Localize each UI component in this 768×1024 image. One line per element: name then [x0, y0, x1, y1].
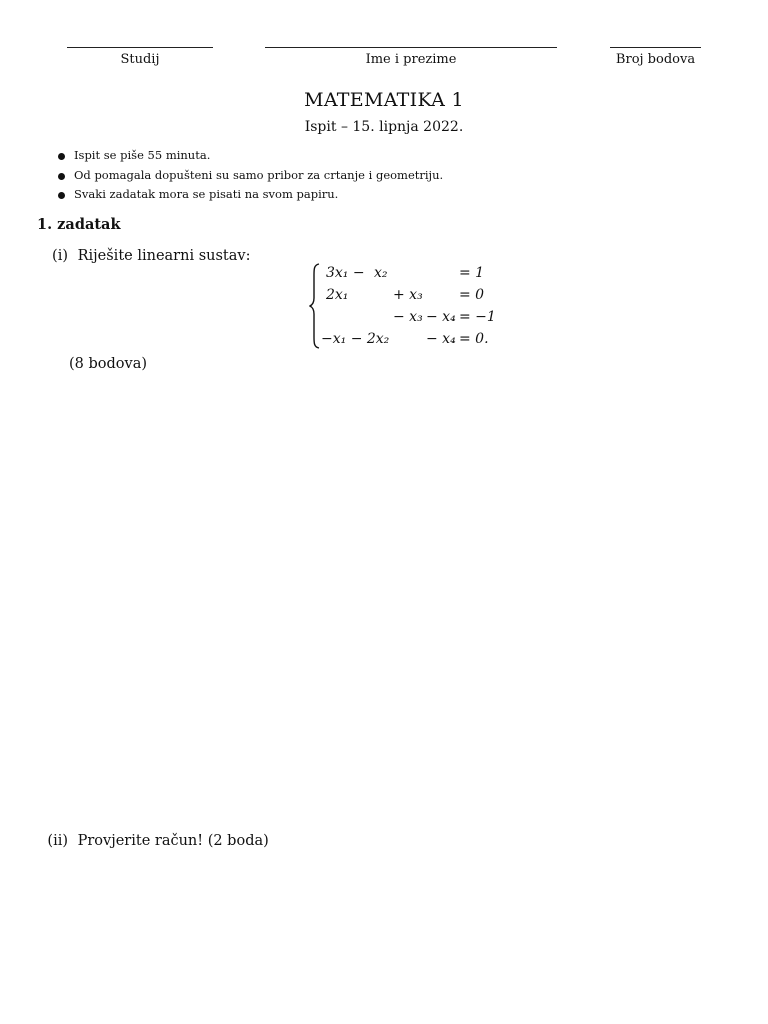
equation-term: − x₄ — [426, 309, 456, 325]
instruction-text: Od pomagala dopušteni su samo pribor za crtanje i geometriju. — [74, 167, 444, 182]
equation-term: + x₃ — [393, 287, 423, 303]
bullet-icon — [58, 173, 65, 180]
instruction-text: Svaki zadatak mora se pisati na svom papiru. — [74, 187, 339, 201]
equation-term: −x₁ − 2x₂ — [321, 331, 390, 347]
instruction-text: Ispit se piše 55 minuta. — [74, 148, 211, 162]
equation-rhs: = −1 — [459, 309, 496, 325]
instruction-item — [56, 185, 443, 205]
equation-term: − x₄ — [426, 331, 456, 347]
exam-date: Ispit – 15. lipnja 2022. — [304, 119, 464, 135]
page-title: MATEMATIKA 1 — [304, 89, 464, 111]
task-part-i — [44, 248, 250, 264]
equation-rhs: = 0 — [459, 287, 485, 303]
instruction-item — [56, 166, 443, 186]
task-text: Riješite linearni sustav: — [77, 248, 251, 264]
equation-term: 3x₁ − — [326, 265, 365, 281]
linear-system — [309, 263, 509, 349]
left-brace-icon — [309, 263, 321, 349]
field-studij-label: Studij — [120, 52, 160, 67]
task-part-ii — [44, 833, 269, 849]
equation-term: x₂ — [374, 265, 388, 281]
equation-rhs: = 1 — [459, 265, 485, 281]
field-broj-bodova-line — [610, 47, 701, 48]
field-ime-prezime-line — [265, 47, 557, 48]
points-part-i: (8 bodova) — [69, 356, 148, 372]
equation-rhs: = 0. — [459, 331, 489, 347]
field-ime-prezime-label: Ime i prezime — [365, 52, 457, 67]
task-number: (i) — [52, 248, 68, 264]
task-text: Provjerite račun! (2 boda) — [77, 833, 269, 849]
task-number: (ii) — [47, 833, 68, 849]
equation-term: 2x₁ — [326, 287, 349, 303]
equation-term: − x₃ — [393, 309, 423, 325]
field-studij-line — [67, 47, 213, 48]
problem-heading: 1. zadatak — [37, 216, 121, 233]
instruction-item — [56, 146, 443, 166]
instructions-list — [56, 146, 443, 205]
bullet-icon — [58, 192, 65, 199]
field-broj-bodova-label: Broj bodova — [615, 52, 696, 67]
bullet-icon — [58, 153, 65, 160]
